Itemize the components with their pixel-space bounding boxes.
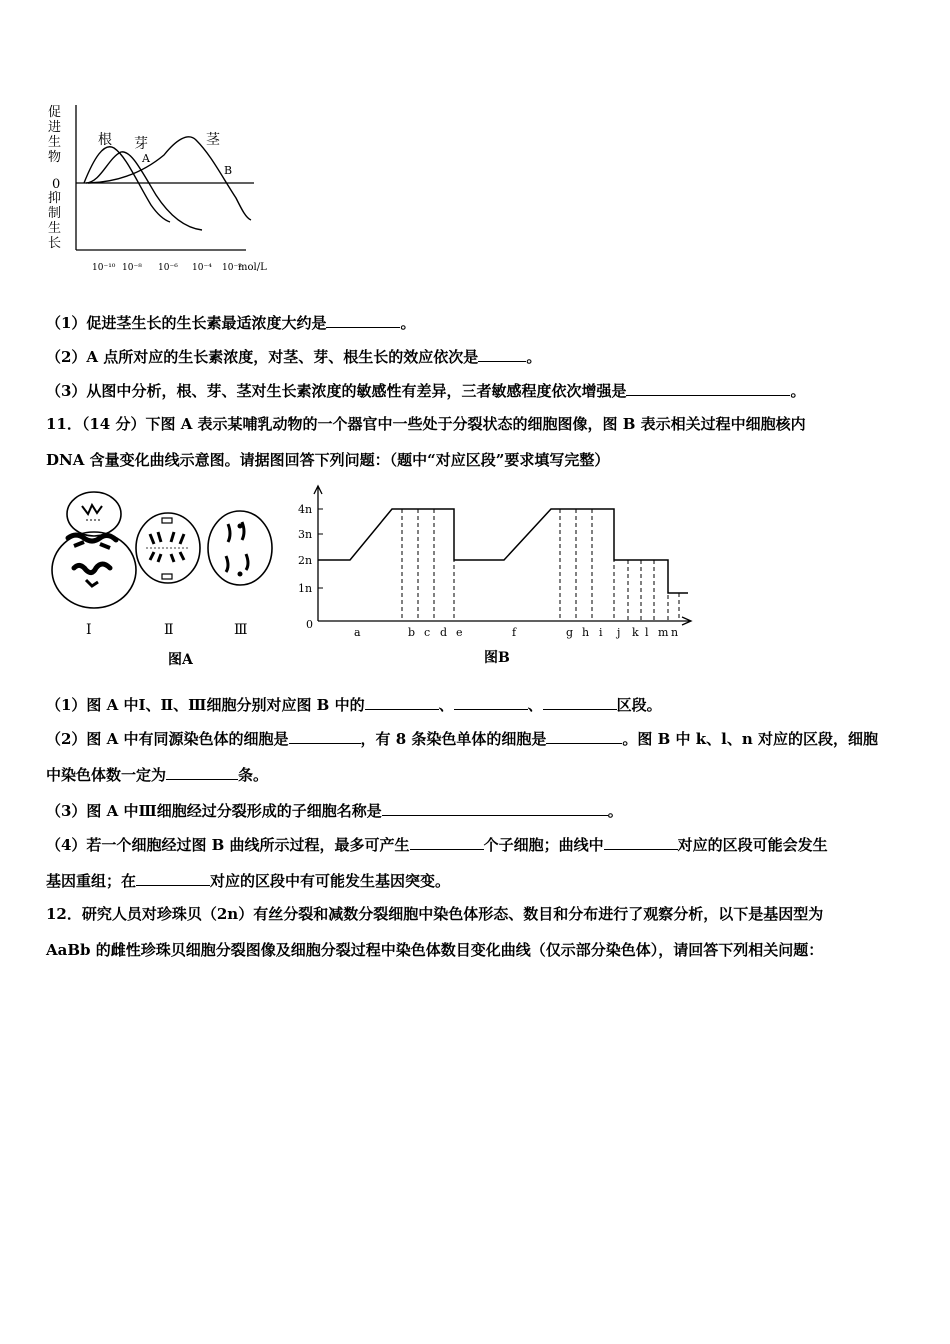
x-tick-label: 10⁻⁴ [192, 263, 212, 273]
q11-intro-line1: 11．（14 分）下图 A 表示某哺乳动物的一个器官中一些处于分裂状态的细胞图像，图 B 表示相关过程中细胞核内 [46, 415, 806, 433]
dna-curve [318, 509, 688, 593]
y-tick-label: 0 [306, 618, 313, 631]
q11-part4-blank2[interactable] [604, 834, 678, 850]
x-segment-label: a [354, 626, 361, 639]
q11-part2-blank2[interactable] [546, 728, 622, 744]
x-unit-label: mol/L [238, 262, 267, 273]
q11-part1-sep1: 、 [438, 696, 454, 714]
root-label: 根 [98, 132, 112, 148]
q10-part2-text: （2）A 点所对应的生长素浓度，对茎、芽、根生长的效应依次是 [46, 348, 479, 366]
q10-part3-text: （3）从图中分析，根、芽、茎对生长素浓度的敏感性有差异，三者敏感程度依次增强是 [46, 382, 627, 400]
y-tick-label: 2n [298, 554, 313, 567]
q11-part1-blank3[interactable] [543, 694, 617, 710]
x-segment-label: f [512, 626, 517, 639]
x-segment-label: d [440, 626, 448, 639]
q10-part3 [46, 380, 805, 401]
q11-part4-text: （4）若一个细胞经过图 B 曲线所示过程，最多可产生 [46, 836, 410, 854]
q11-part1-sep2: 、 [527, 696, 543, 714]
figure-b-chart [292, 484, 702, 670]
q11-part4-line2-text: 基因重组；在 [46, 872, 137, 890]
stem-curve [88, 137, 251, 220]
point-b-label: B [224, 164, 233, 177]
q11-part4-mid2: 对应的区段可能会发生 [677, 836, 828, 854]
q11-part4-mid: 个子细胞；曲线中 [483, 836, 604, 854]
x-segment-label: i [599, 626, 603, 639]
figure-a [46, 482, 286, 672]
ylabel-promote-char: 物 [48, 150, 62, 165]
q12-line2: AaBb 的雌性珍珠贝细胞分裂图像及细胞分裂过程中染色体数目变化曲线（仅示部分染色体），请回答下列相关问题： [46, 941, 824, 959]
x-segment-label: k [632, 626, 639, 639]
q11-part2-blank1[interactable] [289, 728, 361, 744]
x-segment-label: m [658, 626, 669, 639]
cell-1-label: Ⅰ [86, 622, 92, 638]
q11-part4-line2 [46, 870, 450, 891]
figure-a-cells [46, 482, 286, 672]
q10-part3-blank[interactable] [626, 380, 790, 396]
q11-part4-blank1[interactable] [410, 834, 484, 850]
q11-part1-end: 区段。 [616, 696, 662, 714]
q11-part2-mid: ，有 8 条染色单体的细胞是 [360, 730, 547, 748]
root-curve [84, 147, 170, 222]
q11-part2-line2 [46, 764, 268, 785]
x-segment-label: h [582, 626, 590, 639]
x-segment-label: c [424, 626, 431, 639]
q10-part1-end: 。 [400, 314, 416, 332]
q11-part4-blank3[interactable] [136, 870, 210, 886]
q11-part1-blank1[interactable] [365, 694, 439, 710]
point-a-label: A [142, 152, 150, 165]
x-tick-label: 10⁻⁸ [122, 263, 142, 273]
figure-b [292, 484, 702, 670]
q10-part3-end: 。 [790, 382, 806, 400]
q12-line1: 12．研究人员对珍珠贝（2n）有丝分裂和减数分裂细胞中染色体形态、数目和分布进行了观察分析，以下是基因型为 [46, 905, 824, 923]
q11-part3-end: 。 [607, 802, 623, 820]
q11-intro-line2: DNA 含量变化曲线示意图。请据图回答下列问题：（题中“对应区段”要求填写完整） [46, 451, 610, 469]
y-tick-label: 4n [298, 503, 313, 516]
x-segment-label: j [617, 626, 621, 639]
cell-1 [52, 492, 136, 608]
q10-part2-end: 。 [526, 348, 542, 366]
q11-part4 [46, 834, 828, 855]
ylabel-promote-char: 进 [48, 120, 62, 135]
q10-part2-blank[interactable] [478, 346, 526, 362]
ylabel-inhibit [48, 190, 61, 251]
cell-2-label: Ⅱ [164, 622, 174, 638]
q11-part2-blank3[interactable] [166, 764, 238, 780]
q11-part1-blank2[interactable] [454, 694, 528, 710]
q11-part1 [46, 694, 662, 715]
y-tick-label: 1n [298, 582, 313, 595]
x-tick-label: 10⁻⁶ [158, 263, 178, 273]
q10-part2 [46, 346, 541, 367]
q11-part4-end: 对应的区段中有可能发生基因突变。 [210, 872, 451, 890]
auxin-chart [46, 100, 296, 280]
x-tick-label: 10⁻¹⁰ [92, 263, 116, 273]
ylabel-inhibit-char: 生 [48, 221, 62, 236]
q11-part2 [46, 728, 878, 749]
bud-label: 芽 [134, 136, 148, 152]
ylabel-inhibit-char: 抑 [48, 191, 62, 206]
x-segment-label: e [456, 626, 463, 639]
x-segment-label: l [645, 626, 649, 639]
x-tick-label: 10⁻² [222, 263, 242, 273]
ylabel-promote-char: 生 [48, 135, 62, 150]
auxin-figure [46, 100, 296, 280]
q10-part1-text: （1）促进茎生长的生长素最适浓度大约是 [46, 314, 327, 332]
figure-a-caption: 图A [168, 652, 193, 668]
q11-part3-blank[interactable] [382, 800, 608, 816]
ylabel-promote [48, 105, 61, 165]
ylabel-promote-char: 促 [48, 105, 62, 120]
q11-part2-end: 条。 [238, 766, 269, 784]
q11-part2-line2-text: 中染色体数一定为 [46, 766, 167, 784]
cell-3 [208, 511, 272, 585]
x-segment-label: n [671, 626, 679, 639]
q10-part1-blank[interactable] [326, 312, 400, 328]
cell-3-label: Ⅲ [234, 622, 248, 638]
x-segment-label: b [408, 626, 416, 639]
ylabel-inhibit-char: 长 [48, 236, 62, 251]
zero-label: 0 [52, 177, 61, 192]
y-tick-label: 3n [298, 528, 313, 541]
ylabel-inhibit-char: 制 [48, 206, 62, 221]
figure-b-caption: 图B [484, 650, 510, 666]
q11-part2-text: （2）图 A 中有同源染色体的细胞是 [46, 730, 289, 748]
x-segment-label: g [566, 626, 574, 639]
q11-part3-text: （3）图 A 中Ⅲ细胞经过分裂形成的子细胞名称是 [46, 802, 382, 820]
stem-label: 茎 [206, 132, 220, 148]
q11-part1-text: （1）图 A 中Ⅰ、Ⅱ、Ⅲ细胞分别对应图 B 中的 [46, 696, 365, 714]
q10-part1 [46, 312, 415, 333]
q11-part3 [46, 800, 623, 821]
cell-2 [136, 513, 200, 583]
q11-part2-mid2: 。图 B 中 k、l、n 对应的区段，细胞 [622, 730, 878, 748]
